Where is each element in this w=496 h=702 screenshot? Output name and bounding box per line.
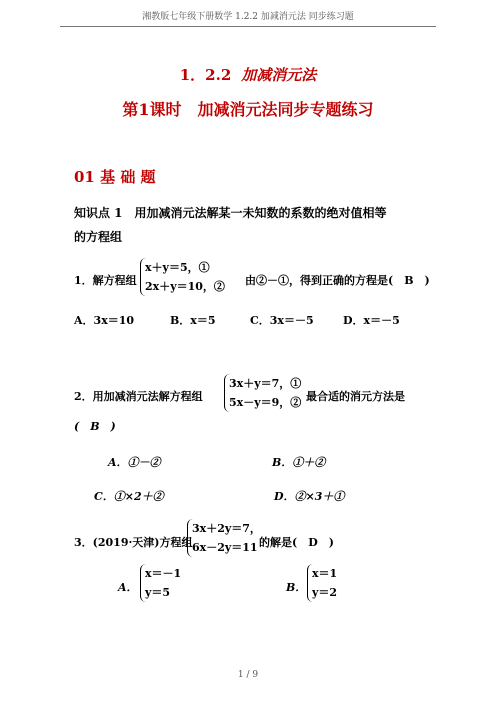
q1-option-b: B．x＝5 [170,314,216,327]
q3-prefix: 3．(2019·天津)方程组 [74,536,193,549]
q3-option-b-eq2: y＝2 [312,586,338,599]
section-heading: 01 基 础 题 [74,168,156,186]
q1-eq2: 2x＋y＝10，② [145,280,225,293]
q3-eq1: 3x＋2y＝7， [192,522,261,535]
q3-option-b-eq1: x＝1 [312,567,338,580]
lesson-title [0,64,496,85]
q1-eq1: x＋y＝5，① [145,261,210,274]
lesson-subtitle: 第1课时 加减消元法同步专题练习 [122,100,374,119]
q1-option-a: A．3x＝10 [74,314,135,327]
q1-option-c: C．3x＝－5 [250,314,314,327]
q2-option-a: A．①－② [108,456,161,469]
knowledge-point-line2: 的方程组 [74,230,123,244]
q2-answer: ( B ) [74,420,116,433]
q3-option-a-eq2: y＝5 [145,586,171,599]
q3-eq2: 6x－2y＝11 [192,541,258,554]
q2-eq2: 5x－y＝9，② [229,396,302,409]
q2-eq1: 3x＋y＝7，① [229,377,302,390]
q3-option-b-label: B． [286,581,307,594]
q3-option-a-label: A． [118,581,138,594]
page-header: 湘教版七年级下册数学 1.2.2 加减消元法 同步练习题 [142,12,354,22]
q2-equation-system [224,374,301,412]
q1-prefix: 1．解方程组 [74,274,137,287]
lesson-name: 加减消元法 [241,66,317,84]
q3-option-b-system [307,564,337,602]
q3-option-a-eq1: x＝－1 [145,567,182,580]
q2-option-c: C．①×2＋② [94,490,164,503]
q3-suffix: 的解是( D ) [259,536,334,549]
q3-option-a-system [140,564,181,602]
q1-suffix: 由②－①，得到正确的方程是( B ) [245,274,430,287]
q3-equation-system [187,519,261,557]
q2-option-b: B．①＋② [272,456,326,469]
q1-option-d: D．x＝－5 [343,314,400,327]
page-number: 1 / 9 [237,670,259,680]
lesson-number: 1．2.2 [179,66,232,84]
q1-equation-system [140,258,225,296]
knowledge-point-line1: 知识点 1 用加减消元法解某一未知数的系数的绝对值相等 [74,206,387,220]
q2-suffix: 最合适的消元方法是 [306,390,405,403]
header-divider [60,26,436,27]
q2-prefix: 2．用加减消元法解方程组 [74,390,203,403]
q2-option-d: D．②×3＋① [274,490,345,503]
